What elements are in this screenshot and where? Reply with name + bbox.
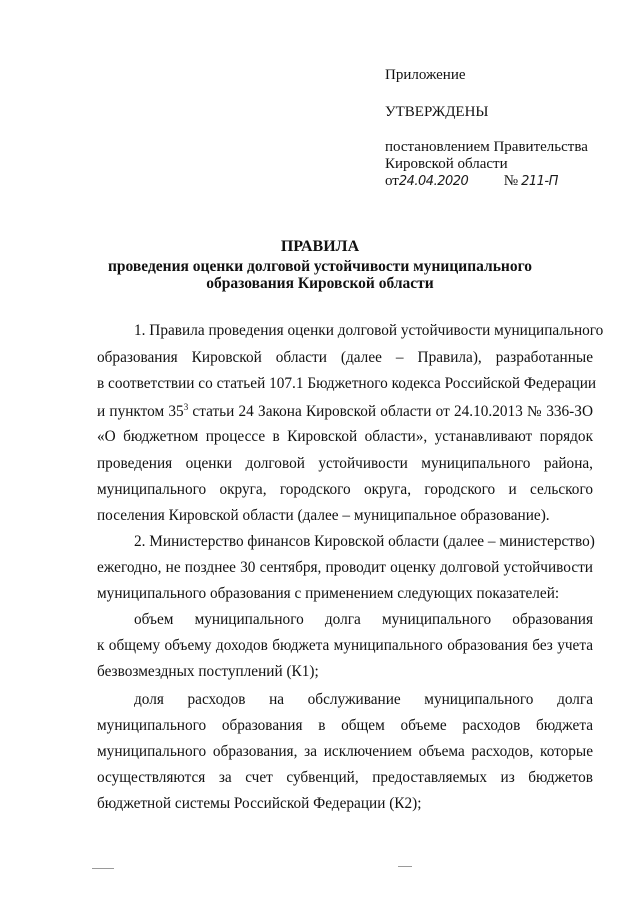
paragraph-1-line-1: 1. Правила проведения оценки долговой устойчивости муниципального (134, 322, 604, 339)
k2-line-2: муниципального образования в общем объеме расходов бюджета (97, 717, 593, 734)
paragraph-1-line-2: образования Кировской области (далее – Правила), разработанные (97, 349, 593, 366)
document-subtitle-line-2: образования Кировской области (206, 275, 434, 292)
number-prefix: № (503, 173, 519, 189)
handwritten-number: 211-П (521, 174, 558, 189)
approved-label: УТВЕРЖДЕНЫ (385, 104, 489, 120)
paragraph-1-line-4-prefix: и пунктом 35 (97, 403, 184, 420)
scan-speck (398, 866, 412, 867)
k1-line-3: безвозмездных поступлений (К1); (97, 663, 319, 680)
decree-line-2: Кировской области (385, 156, 508, 172)
paragraph-1-line-3: в соответствии со статьей 107.1 Бюджетного кодекса Российской Федерации (97, 375, 597, 392)
k1-line-2: к общему объему доходов бюджета муниципального образования без учета (97, 637, 593, 654)
decree-line-1: постановлением Правительства (385, 139, 588, 155)
k2-line-1: доля расходов на обслуживание муниципального долга (134, 691, 593, 708)
k2-line-3: муниципального образования, за исключением объема расходов, которые (97, 743, 593, 760)
k1-line-1: объем муниципального долга муниципального образования (134, 611, 593, 628)
decree-date-line (385, 173, 558, 190)
handwritten-date: 24.04.2020 (398, 174, 469, 189)
superscript-3: 3 (183, 402, 189, 412)
document-title: ПРАВИЛА (280, 238, 360, 255)
paragraph-1-line-7: муниципального округа, городского округа, городского и сельского (97, 481, 593, 498)
paragraph-1-line-4 (97, 402, 593, 421)
date-prefix: от (385, 173, 399, 189)
paragraph-1-line-6: проведения оценки долговой устойчивости муниципального района, (97, 455, 593, 472)
paragraph-1-line-5: «О бюджетном процессе в Кировской области», устанавливают порядок (97, 428, 593, 445)
appendix-label: Приложение (385, 67, 466, 83)
k2-line-4: осуществляются за счет субвенций, предоставляемых из бюджетов (97, 769, 593, 786)
paragraph-2-line-1: 2. Министерство финансов Кировской области (далее – министерство) (134, 533, 595, 550)
paragraph-1-line-8: поселения Кировской области (далее – муниципальное образование). (97, 507, 550, 524)
k2-line-5: бюджетной системы Российской Федерации (К2); (97, 795, 422, 812)
scan-speck (92, 868, 114, 869)
paragraph-2-line-3: муниципального образования с применением следующих показателей: (97, 585, 560, 602)
paragraph-1-line-4-rest: статьи 24 Закона Кировской области от 24.10.2013 № 336-ЗО (192, 403, 593, 420)
document-subtitle-line-1: проведения оценки долговой устойчивости муниципального (107, 258, 532, 275)
paragraph-2-line-2: ежегодно, не позднее 30 сентября, проводит оценку долговой устойчивости (97, 559, 593, 576)
